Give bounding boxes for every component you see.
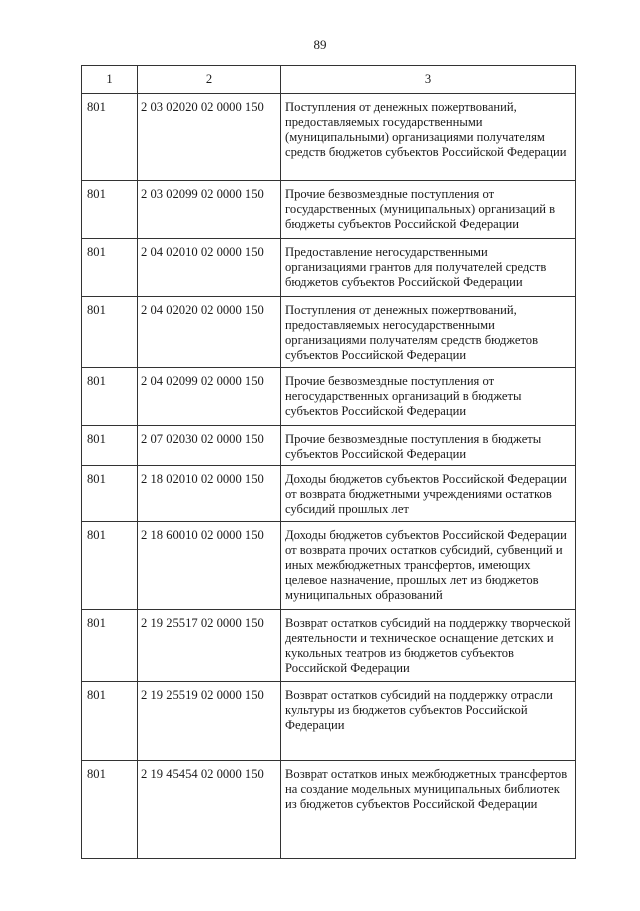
table-row <box>82 239 576 297</box>
budget-classification-code: 2 03 02099 02 0000 150 <box>138 181 281 239</box>
revenue-name: Возврат остатков субсидий на поддержку отрасли культуры из бюджетов субъектов Российской Федерации <box>281 682 576 761</box>
header-col-2: 2 <box>138 66 281 94</box>
admin-code: 801 <box>82 297 138 368</box>
table-row <box>82 181 576 239</box>
table-row <box>82 761 576 859</box>
table-row <box>82 522 576 610</box>
revenue-name: Прочие безвозмездные поступления от негосударственных организаций в бюджеты субъектов Российской Федерации <box>281 368 576 426</box>
budget-classification-code: 2 18 60010 02 0000 150 <box>138 522 281 610</box>
table-row <box>82 610 576 682</box>
table-row <box>82 297 576 368</box>
budget-classification-code: 2 03 02020 02 0000 150 <box>138 94 281 181</box>
revenue-name: Доходы бюджетов субъектов Российской Федерации от возврата бюджетными учреждениями остатков субсидий прошлых лет <box>281 466 576 522</box>
budget-classification-code: 2 04 02099 02 0000 150 <box>138 368 281 426</box>
revenue-name: Прочие безвозмездные поступления от государственных (муниципальных) организаций в бюджеты субъектов Российской Федерации <box>281 181 576 239</box>
admin-code: 801 <box>82 426 138 466</box>
admin-code: 801 <box>82 522 138 610</box>
header-row <box>82 66 576 94</box>
admin-code: 801 <box>82 682 138 761</box>
admin-code: 801 <box>82 181 138 239</box>
revenue-codes-table <box>81 65 576 859</box>
header-col-1: 1 <box>82 66 138 94</box>
revenue-name: Возврат остатков иных межбюджетных трансфертов на создание модельных муниципальных библиотек из бюджетов субъектов Российской Федерации <box>281 761 576 859</box>
page-number: 89 <box>313 37 327 52</box>
table-row <box>82 682 576 761</box>
budget-classification-code: 2 04 02010 02 0000 150 <box>138 239 281 297</box>
header-col-3: 3 <box>281 66 576 94</box>
revenue-name: Прочие безвозмездные поступления в бюджеты субъектов Российской Федерации <box>281 426 576 466</box>
table-row <box>82 466 576 522</box>
budget-classification-code: 2 19 25517 02 0000 150 <box>138 610 281 682</box>
admin-code: 801 <box>82 761 138 859</box>
budget-classification-code: 2 19 25519 02 0000 150 <box>138 682 281 761</box>
admin-code: 801 <box>82 466 138 522</box>
admin-code: 801 <box>82 239 138 297</box>
budget-classification-code: 2 07 02030 02 0000 150 <box>138 426 281 466</box>
revenue-name: Предоставление негосударственными организациями грантов для получателей средств бюджетов субъектов Российской Федерации <box>281 239 576 297</box>
revenue-name: Поступления от денежных пожертвований, предоставляемых государственными (муниципальными) организациями получателям средств бюджетов субъектов Российской Федерации <box>281 94 576 181</box>
table-row <box>82 368 576 426</box>
table-row <box>82 94 576 181</box>
revenue-name: Доходы бюджетов субъектов Российской Федерации от возврата прочих остатков субсидий, субвенций и иных межбюджетных трансфертов, имеющих целевое назначение, прошлых лет из бюджетов муниципальных образований <box>281 522 576 610</box>
revenue-name: Возврат остатков субсидий на поддержку творческой деятельности и техническое оснащение детских и кукольных театров из бюджетов субъектов Российской Федерации <box>281 610 576 682</box>
admin-code: 801 <box>82 368 138 426</box>
budget-classification-code: 2 04 02020 02 0000 150 <box>138 297 281 368</box>
admin-code: 801 <box>82 94 138 181</box>
budget-classification-code: 2 19 45454 02 0000 150 <box>138 761 281 859</box>
revenue-name: Поступления от денежных пожертвований, предоставляемых негосударственными организациями получателям средств бюджетов субъектов Российской Федерации <box>281 297 576 368</box>
table-row <box>82 426 576 466</box>
budget-classification-code: 2 18 02010 02 0000 150 <box>138 466 281 522</box>
admin-code: 801 <box>82 610 138 682</box>
